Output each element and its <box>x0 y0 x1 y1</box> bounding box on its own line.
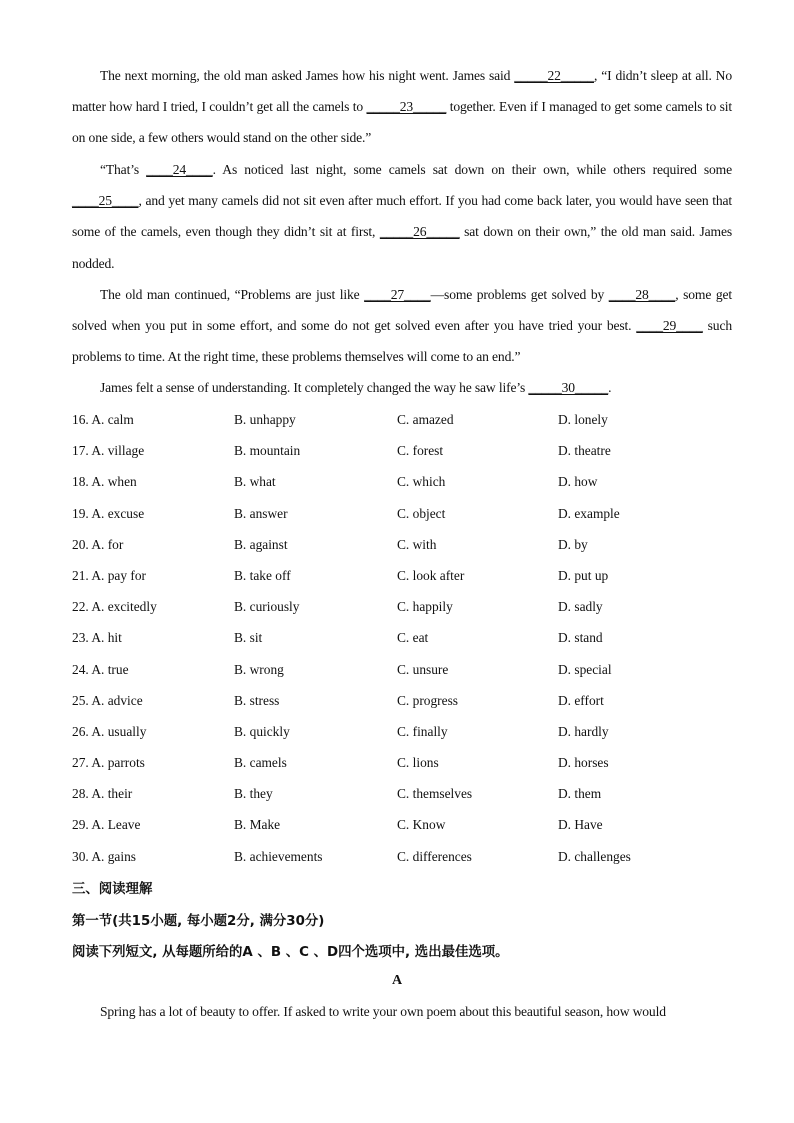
option-d: D. lonely <box>558 412 608 427</box>
option-d: D. Have <box>558 817 603 833</box>
option-c: C. which <box>397 474 446 490</box>
text: sat down on their own,” the old man said. James nodded. <box>72 224 732 271</box>
paragraph-4 <box>72 372 732 403</box>
text: such problems to time. At the right time, these problems themselves will come to an end.” <box>72 318 732 365</box>
blank-29: ____29____ <box>636 318 703 334</box>
blank-24: ____24____ <box>146 162 213 177</box>
text: —some problems get solved by <box>430 287 609 302</box>
blank-22: _____22_____ <box>514 68 595 83</box>
option-b: B. what <box>234 474 276 490</box>
option-row <box>72 685 752 716</box>
section-title: 三、阅读理解 <box>72 882 153 897</box>
option-c: C. forest <box>397 443 444 459</box>
option-b: B. wrong <box>234 661 284 677</box>
options-list <box>72 404 752 872</box>
option-c: C. lions <box>397 755 439 771</box>
option-b: B. take off <box>234 567 291 583</box>
option-b: B. curiously <box>234 599 300 615</box>
text: , and yet many camels did not sit even after much effort. If you had come back later, you would have seen that some of the camels, even though they didn’t sit at first, <box>72 193 732 240</box>
option-d: D. challenges <box>558 848 631 864</box>
section-part: 第一节(共15小题, 每小题2分, 满分30分) <box>72 914 325 929</box>
option-a: 17. A. village <box>72 443 145 459</box>
option-b: B. they <box>234 786 273 802</box>
passage-label: A <box>391 973 403 988</box>
option-b: B. Make <box>234 817 281 833</box>
blank-27: ____27____ <box>364 287 431 302</box>
option-b: B. against <box>234 536 288 552</box>
option-a: 28. A. their <box>72 786 133 802</box>
option-a: 30. A. gains <box>72 848 136 864</box>
option-row <box>72 404 752 435</box>
paragraph-1 <box>72 60 732 154</box>
paragraph-3 <box>72 279 732 373</box>
option-c: C. happily <box>397 599 453 615</box>
option-row <box>72 809 752 840</box>
option-a: 22. A. excitedly <box>72 599 157 615</box>
option-a: 19. A. excuse <box>72 505 145 521</box>
option-row <box>72 435 752 466</box>
option-row <box>72 560 752 591</box>
option-a: 29. A. Leave <box>72 817 141 833</box>
option-a: 21. A. pay for <box>72 567 147 583</box>
option-d: D. hardly <box>558 723 609 739</box>
option-row <box>72 498 752 529</box>
option-b: B. unhappy <box>234 412 296 427</box>
option-row <box>72 841 752 872</box>
option-d: D. them <box>558 786 602 802</box>
option-d: D. horses <box>558 755 609 771</box>
text: The old man continued, “Problems are just like <box>100 287 365 302</box>
text: , some get solved when you put in some effort, and some do not get solved even after you have tried your best. <box>72 287 732 334</box>
text: , “I didn’t sleep at all. No matter how hard I tried, I couldn’t get all the camels to <box>72 68 732 115</box>
blank-30: _____30_____ <box>528 380 609 395</box>
option-c: C. amazed <box>397 412 454 427</box>
option-c: C. Know <box>397 817 446 833</box>
option-a: 18. A. when <box>72 474 137 490</box>
option-b: B. sit <box>234 630 263 646</box>
blank-23: _____23_____ <box>366 99 447 115</box>
option-row <box>72 747 752 778</box>
option-row <box>72 622 752 653</box>
option-a: 16. A. calm <box>72 412 134 427</box>
option-row <box>72 716 752 747</box>
text: The next morning, the old man asked James how his night went. James said <box>100 68 515 83</box>
option-row <box>72 778 752 809</box>
paragraph-2 <box>72 154 732 279</box>
option-d: D. theatre <box>558 443 611 459</box>
option-row <box>72 591 752 622</box>
option-c: C. eat <box>397 630 429 646</box>
option-a: 25. A. advice <box>72 692 143 708</box>
option-b: B. quickly <box>234 723 290 739</box>
option-row <box>72 654 752 685</box>
option-row <box>72 466 752 497</box>
option-c: C. finally <box>397 723 448 739</box>
option-b: B. camels <box>234 755 287 771</box>
blank-28: ____28____ <box>608 287 676 302</box>
blank-25: ____25____ <box>72 193 139 209</box>
option-c: C. unsure <box>397 661 449 677</box>
option-d: D. put up <box>558 567 609 583</box>
option-d: D. special <box>558 661 612 677</box>
option-d: D. effort <box>558 692 604 708</box>
option-a: 24. A. true <box>72 661 129 677</box>
passage-a-start: Spring has a lot of beauty to offer. If asked to write your own poem about this beautiful season, how would <box>100 1004 666 1019</box>
text: together. Even if I managed to get some camels to sit on one side, a few others would stand on the other side.” <box>72 99 732 146</box>
option-a: 27. A. parrots <box>72 755 145 771</box>
option-c: C. differences <box>397 848 472 864</box>
option-d: D. by <box>558 536 588 552</box>
option-a: 23. A. hit <box>72 630 122 646</box>
option-b: B. stress <box>234 692 280 708</box>
option-d: D. stand <box>558 630 603 646</box>
option-b: B. achievements <box>234 848 323 864</box>
text: . As noticed last night, some camels sat down on their own, while others required some <box>212 162 732 177</box>
option-c: C. look after <box>397 567 465 583</box>
blank-26: _____26_____ <box>379 224 460 240</box>
text: “That’s <box>100 162 147 177</box>
option-d: D. how <box>558 474 598 490</box>
option-d: D. sadly <box>558 599 603 615</box>
option-a: 26. A. usually <box>72 723 147 739</box>
text: . <box>608 380 612 395</box>
option-b: B. answer <box>234 505 288 521</box>
option-c: C. themselves <box>397 786 473 802</box>
option-c: C. progress <box>397 692 458 708</box>
option-c: C. with <box>397 536 437 552</box>
option-b: B. mountain <box>234 443 301 459</box>
text: James felt a sense of understanding. It completely changed the way he saw life’s <box>100 380 529 395</box>
option-d: D. example <box>558 505 620 521</box>
option-a: 20. A. for <box>72 536 124 552</box>
section-instruction: 阅读下列短文, 从每题所给的A 、B 、C 、D四个选项中, 选出最佳选项。 <box>72 945 509 960</box>
option-c: C. object <box>397 505 446 521</box>
option-row <box>72 529 752 560</box>
